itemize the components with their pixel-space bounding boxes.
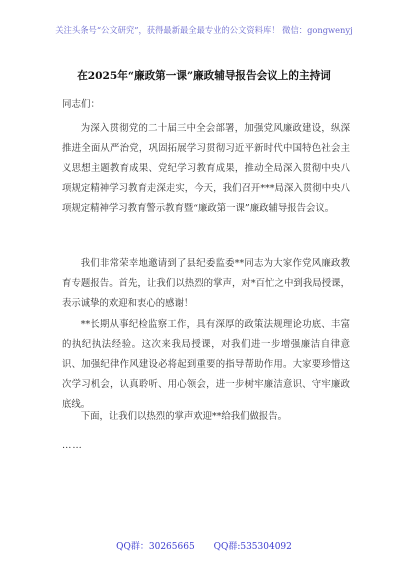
qq-group-2: QQ群:535304092 [213,542,292,552]
promo-header: 关注头条号“公文研究”，获得最新最全最专业的公文资料库！ 微信：gongwenyj [55,25,353,35]
qq-footer [0,539,408,552]
paragraph-speaker: **长期从事纪检监察工作，具有深厚的政策法规理论功底、丰富的执纪执法经验。这次来我局授课，对我们进一步增强廉洁自律意识、加强纪律作风建设必将起到重要的指导帮助作用。大家要珍惜这次学习机会，认真聆听、用心领会，进一步树牢廉洁意识、守牢廉政底线。 [62,319,350,410]
paragraph-intro: 为深入贯彻党的二十届三中全会部署，加强党风廉政建设，纵深推进全面从严治党，巩固拓展学习贯彻习近平新时代中国特色社会主义思想主题教育成果、党纪学习教育成果，推动全局深入贯彻中央八项规定精神学习教育走深走实，今天，我们召开***局深入贯彻中央八项规定精神学习教育警示教育暨“廉政第一课”廉政辅导报告会议。 [62,123,350,214]
qq-group-1: QQ群：30265665 [116,542,195,552]
paragraph-welcome: 下面，让我们以热烈的掌声欢迎**给我们做报告。 [80,411,288,422]
greeting: 同志们： [62,99,101,110]
ellipsis: …… [62,440,83,451]
paragraph-invitation: 我们非常荣幸地邀请到了县纪委监委**同志为大家作党风廉政教育专题报告。首先，让我们以热烈的掌声，对*百忙之中到我局授课，表示诚挚的欢迎和衷心的感谢！ [62,258,350,309]
document-title: 在2025年“廉政第一课”廉政辅导报告会议上的主持词 [77,70,331,82]
